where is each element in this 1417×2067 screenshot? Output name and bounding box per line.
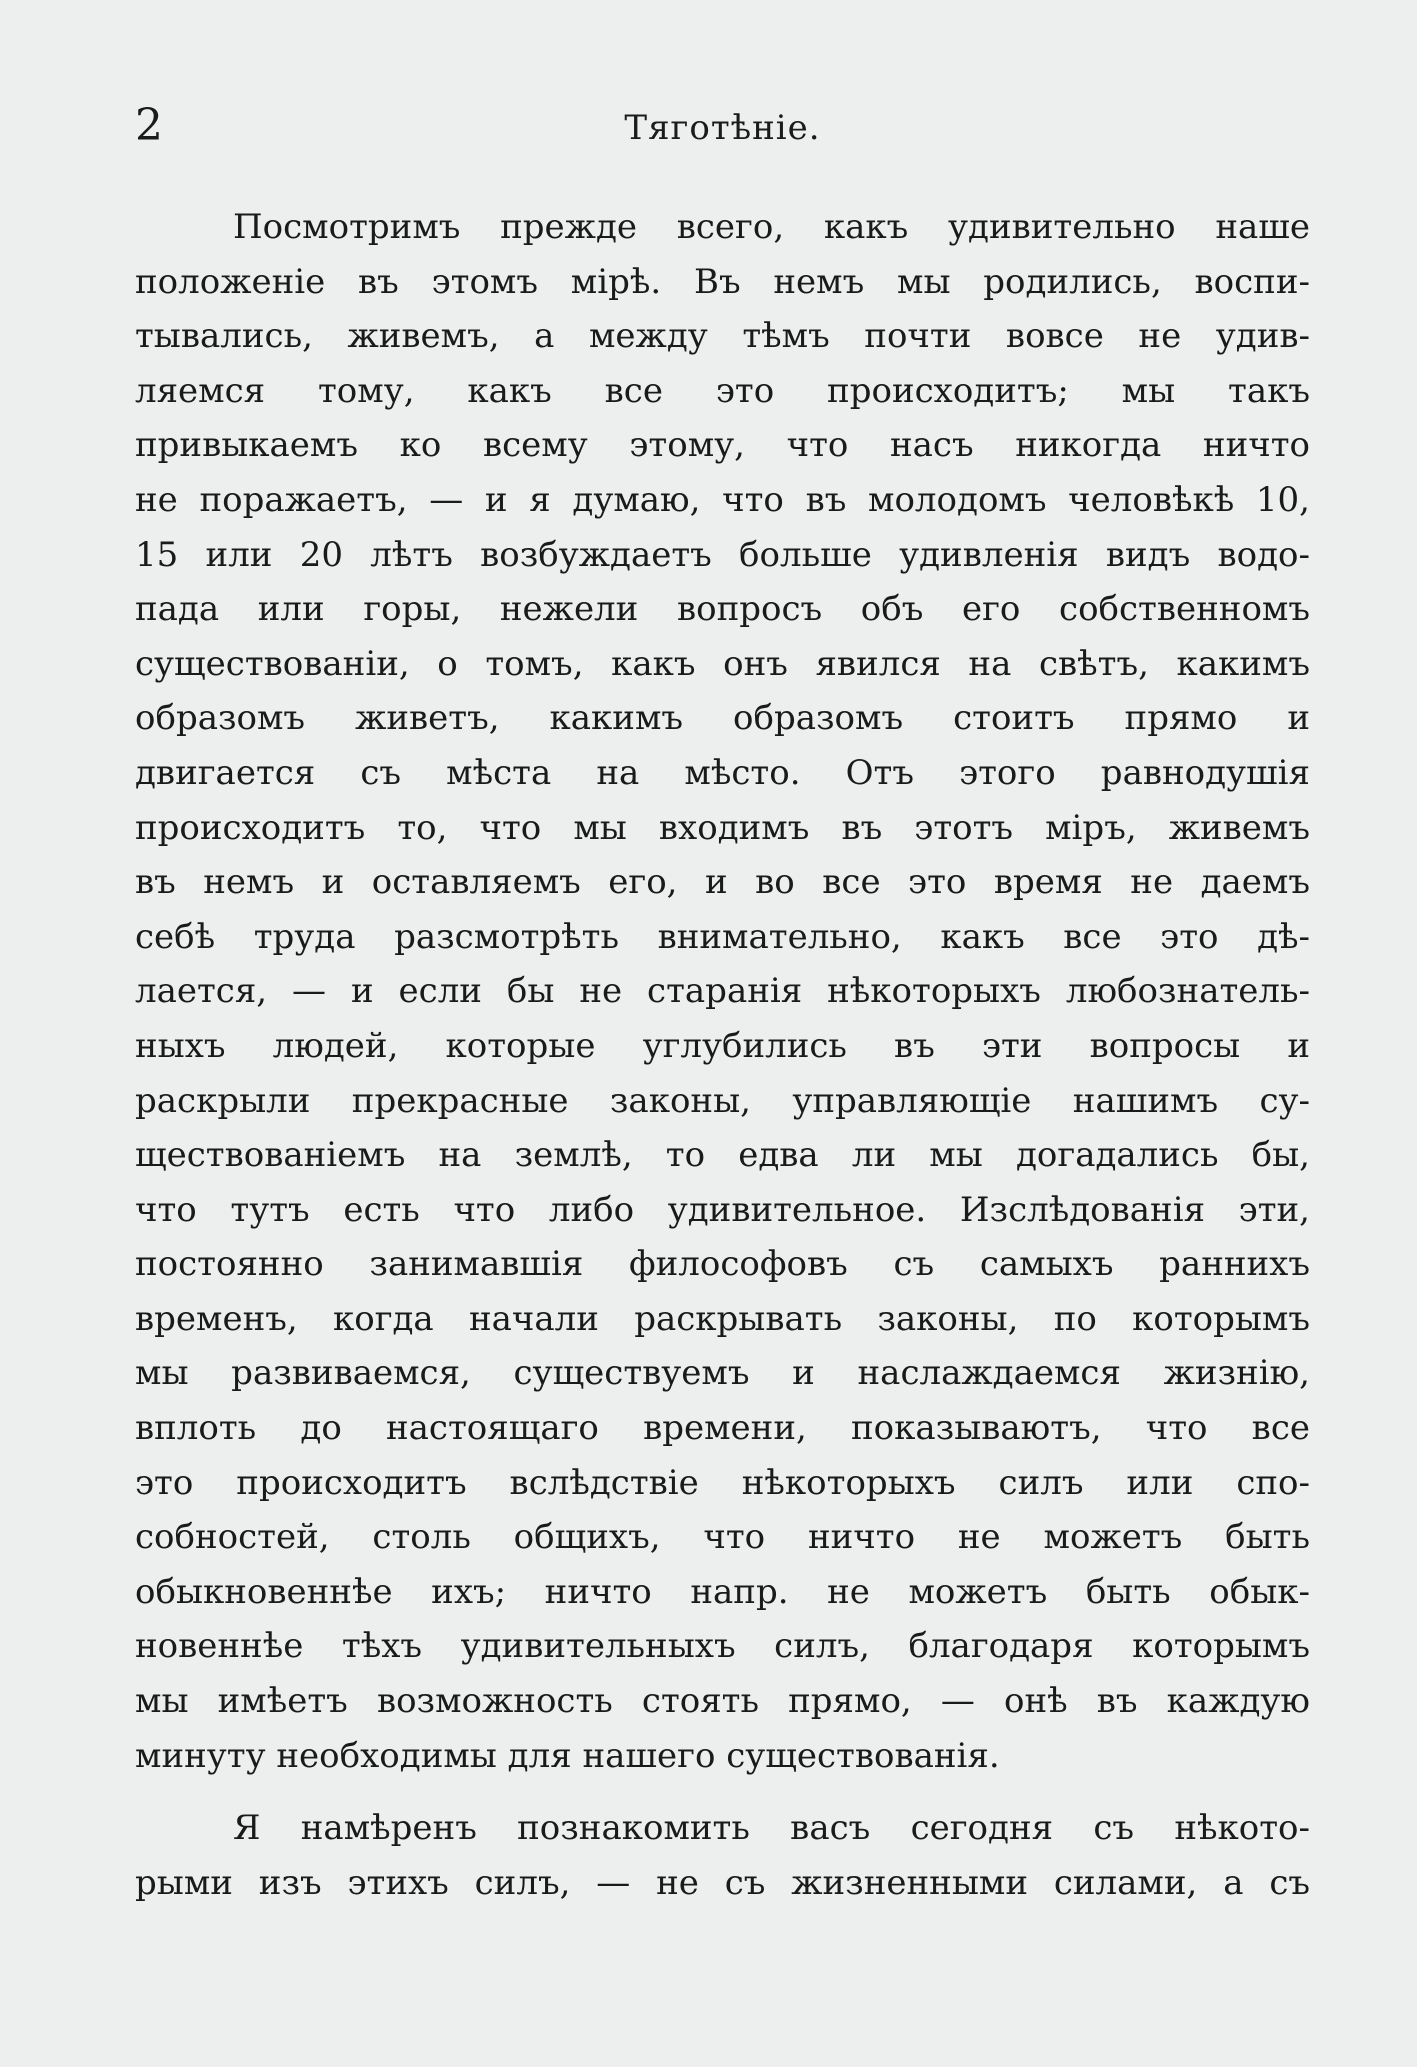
text-line: мы развиваемся, существуемъ и наслаждаемся жизнію, (135, 1353, 1310, 1394)
page-number: 2 (135, 100, 163, 151)
text-line: минуту необходимы для нашего существованія. (135, 1735, 1000, 1776)
running-head (135, 96, 1310, 156)
text-line: что тутъ есть что либо удивительное. Изслѣдованія эти, (135, 1189, 1310, 1230)
text-line: двигается съ мѣста на мѣсто. Отъ этого равнодушія (135, 752, 1310, 793)
text-line: ныхъ людей, которые углубились въ эти вопросы и (135, 1025, 1310, 1066)
text-line: обыкновеннѣе ихъ; ничто напр. не можетъ быть обык- (135, 1571, 1310, 1612)
body-text (135, 200, 1310, 1910)
text-line: тывались, живемъ, а между тѣмъ почти вовсе не удив- (135, 316, 1310, 357)
text-line: раскрыли прекрасные законы, управляющіе нашимъ су- (135, 1080, 1310, 1121)
text-line: ляемся тому, какъ все это происходитъ; мы такъ (135, 370, 1310, 411)
text-line: рыми изъ этихъ силъ, — не съ жизненными силами, а съ (135, 1862, 1310, 1903)
text-line: мы имѣетъ возможность стоять прямо, — онѣ въ каждую (135, 1681, 1310, 1722)
text-line: 15 или 20 лѣтъ возбуждаетъ больше удивленія видъ водо- (135, 534, 1310, 575)
text-line: существованіи, о томъ, какъ онъ явился на свѣтъ, какимъ (135, 643, 1310, 684)
text-line: Посмотримъ прежде всего, какъ удивительно наше (233, 207, 1310, 247)
paragraph-gap (135, 1783, 1310, 1801)
text-line: ществованіемъ на землѣ, то едва ли мы догадались бы, (135, 1135, 1310, 1176)
text-line: образомъ живетъ, какимъ образомъ стоитъ прямо и (135, 698, 1310, 739)
text-line: вплоть до настоящаго времени, показываютъ, что все (135, 1408, 1310, 1449)
text-line: привыкаемъ ко всему этому, что насъ никогда ничто (135, 425, 1310, 466)
running-title: Тяготѣніе. (624, 108, 821, 148)
text-line: это происходитъ вслѣдствіе нѣкоторыхъ силъ или спо- (135, 1462, 1310, 1503)
text-line: временъ, когда начали раскрывать законы, по которымъ (135, 1298, 1310, 1339)
text-line: постоянно занимавшія философовъ съ самыхъ раннихъ (135, 1244, 1310, 1285)
text-line: пада или горы, нежели вопросъ объ его собственномъ (135, 589, 1310, 630)
paragraph-1 (135, 200, 1310, 1783)
text-line: собностей, столь общихъ, что ничто не можетъ быть (135, 1517, 1310, 1558)
paragraph-2 (135, 1801, 1310, 1910)
text-line: не поражаетъ, — и я думаю, что въ молодомъ человѣкѣ 10, (135, 479, 1310, 520)
text-line: Я намѣренъ познакомить васъ сегодня съ нѣкото- (233, 1808, 1310, 1849)
text-line: положеніе въ этомъ мірѣ. Въ немъ мы родились, воспи- (135, 261, 1310, 302)
text-line: происходитъ то, что мы входимъ въ этотъ міръ, живемъ (135, 807, 1310, 848)
text-line: въ немъ и оставляемъ его, и во все это время не даемъ (135, 862, 1310, 903)
text-line: лается, — и если бы не старанія нѣкоторыхъ любознатель- (135, 971, 1310, 1012)
text-line: новеннѣе тѣхъ удивительныхъ силъ, благодаря которымъ (135, 1626, 1310, 1667)
text-line: себѣ труда разсмотрѣть внимательно, какъ все это дѣ- (135, 916, 1310, 957)
